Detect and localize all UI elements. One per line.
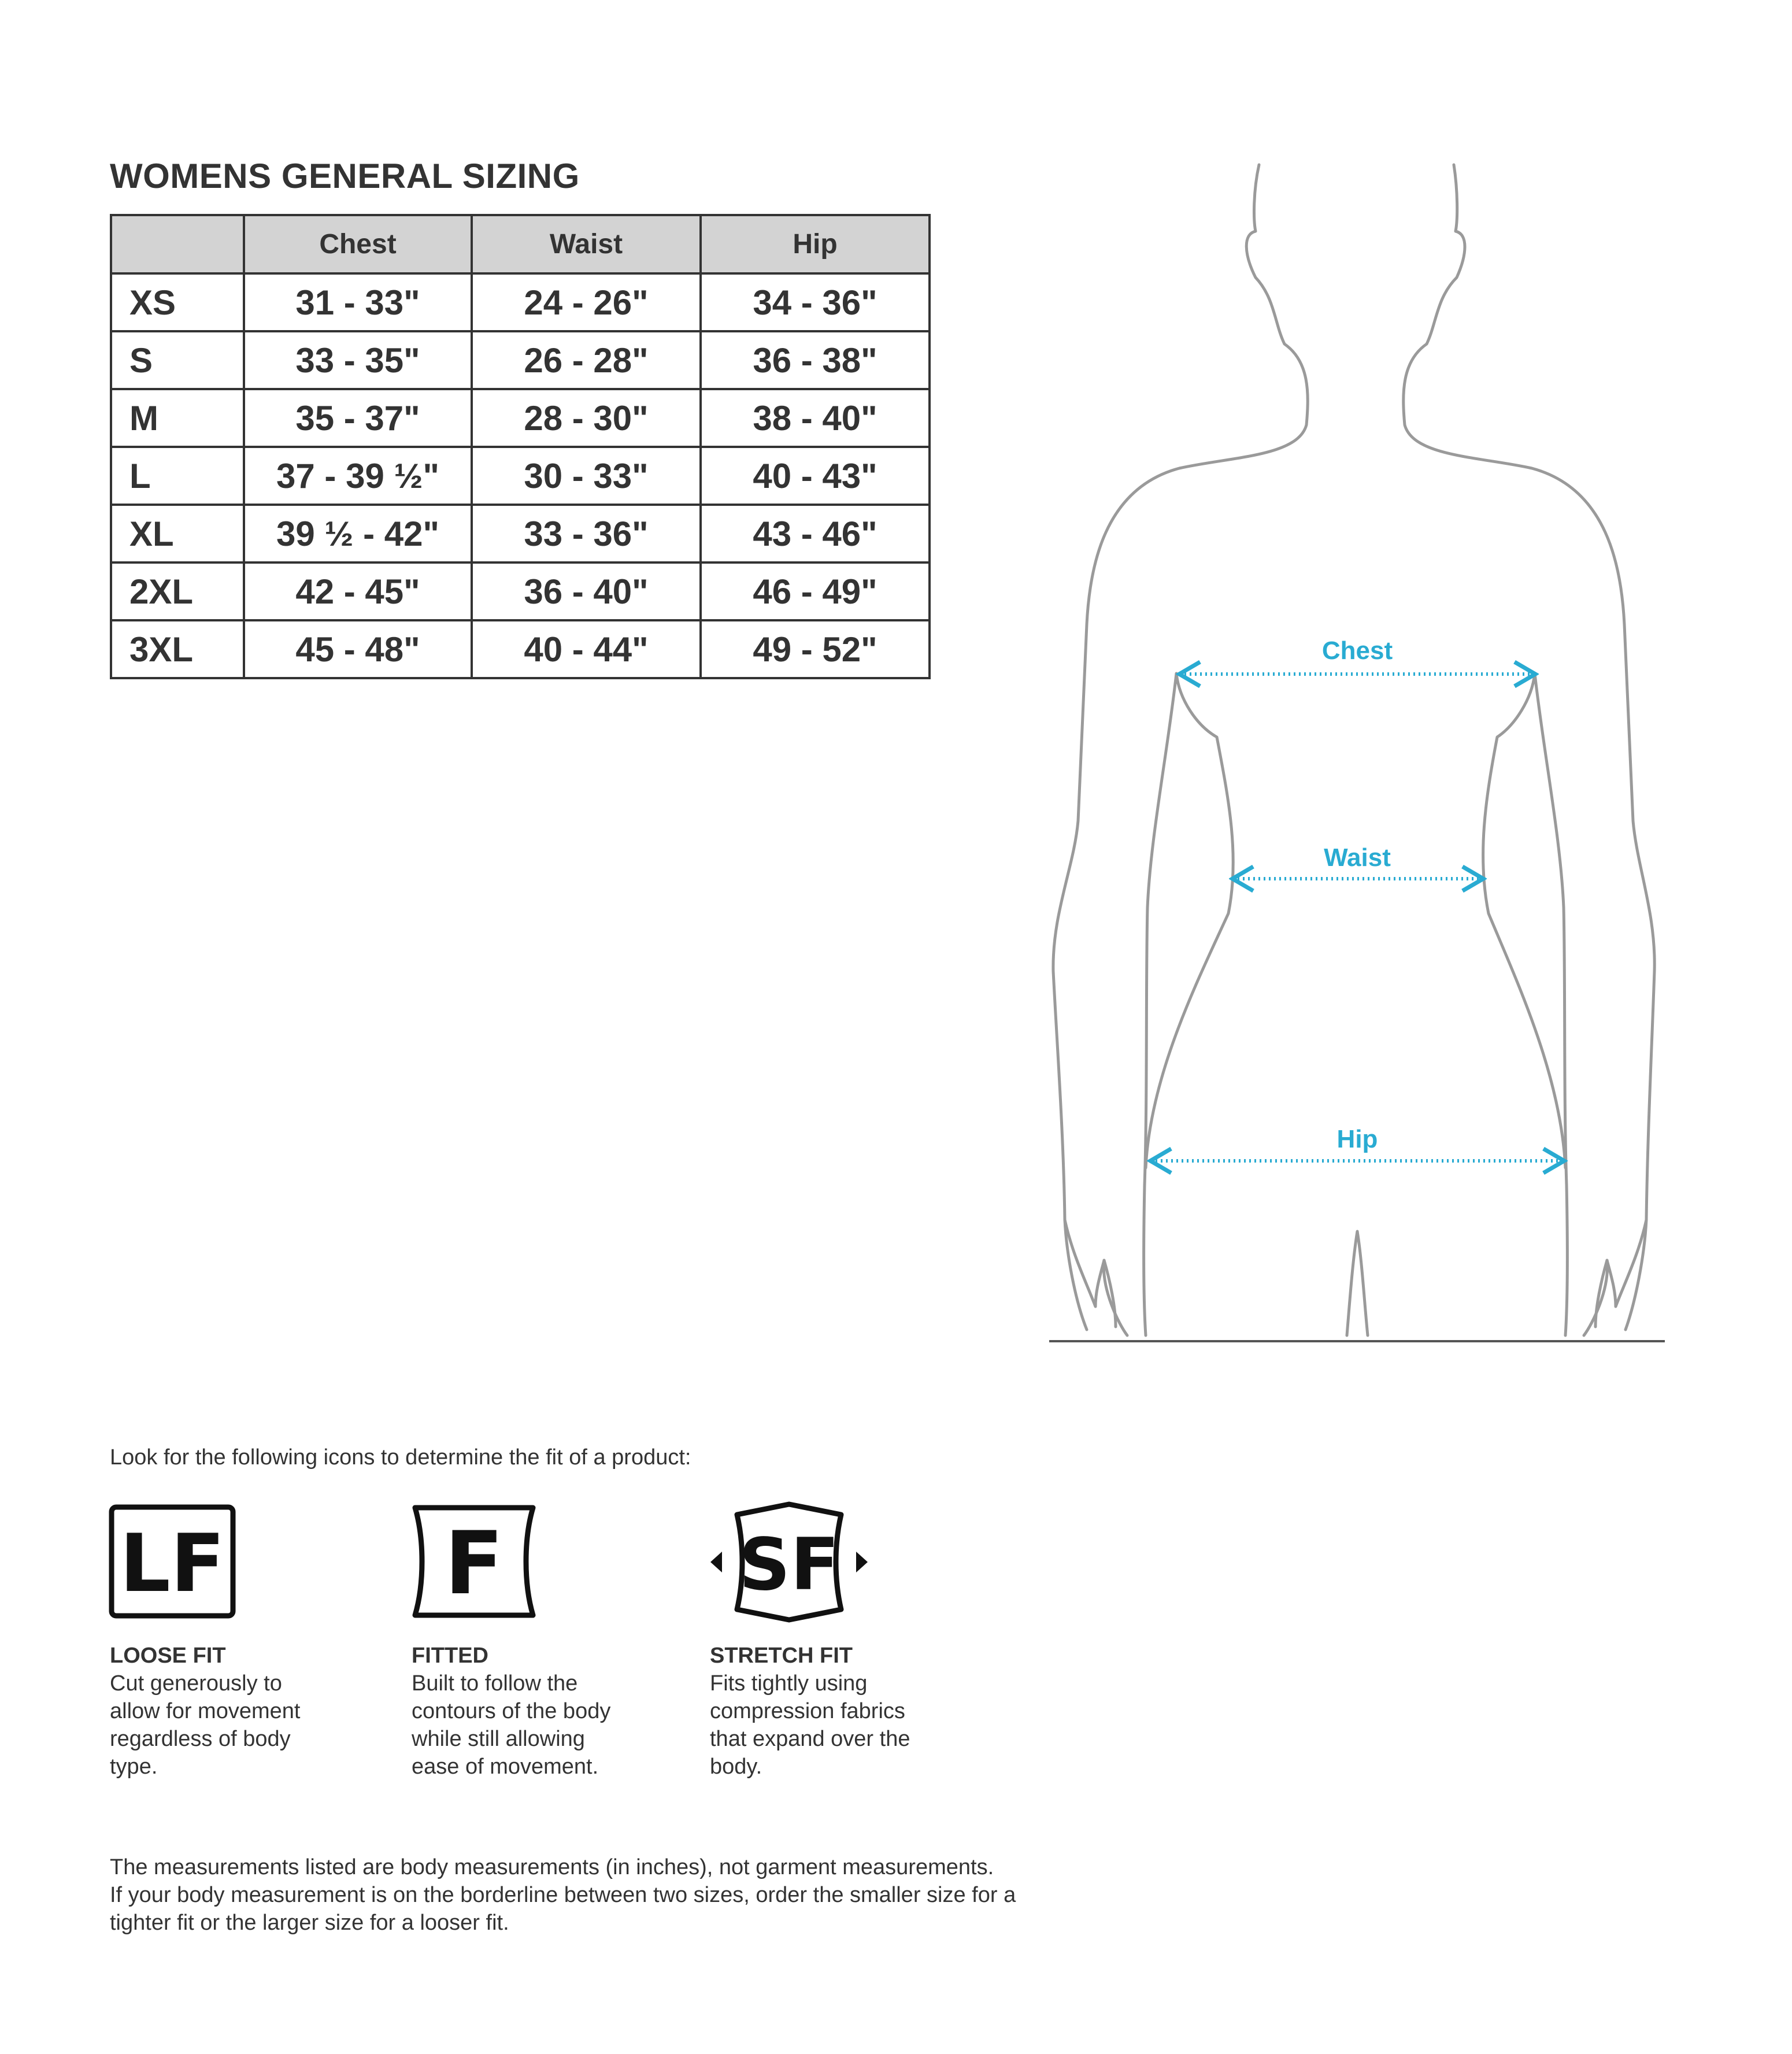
fit-line: allow for movement xyxy=(110,1699,301,1723)
table-row xyxy=(111,389,930,447)
fit-line: regardless of body xyxy=(110,1727,291,1751)
table-row xyxy=(111,505,930,562)
hip-cell: 40 - 43" xyxy=(701,447,930,505)
stretch-fit-badge-text: SF xyxy=(738,1523,840,1607)
header-chest: Chest xyxy=(244,215,472,273)
loose-fit-badge-text: LF xyxy=(119,1517,225,1610)
waist-cell: 40 - 44" xyxy=(472,620,701,678)
size-cell: XL xyxy=(111,505,244,562)
hip-cell: 34 - 36" xyxy=(701,273,930,331)
hip-cell: 36 - 38" xyxy=(701,331,930,389)
size-cell: L xyxy=(111,447,244,505)
sizing-table xyxy=(110,214,931,679)
loose-fit-name: LOOSE FIT xyxy=(110,1644,226,1668)
waist-cell: 24 - 26" xyxy=(472,273,701,331)
header-size xyxy=(111,215,244,273)
waist-cell: 28 - 30" xyxy=(472,389,701,447)
chest-cell: 37 - 39 ½" xyxy=(244,447,472,505)
fitted-icon xyxy=(410,1504,538,1619)
note-line: tighter fit or the larger size for a looser fit. xyxy=(110,1911,509,1935)
chest-cell: 33 - 35" xyxy=(244,331,472,389)
fitted-name: FITTED xyxy=(412,1644,488,1668)
waist-label: Waist xyxy=(1324,843,1391,872)
waist-cell: 33 - 36" xyxy=(472,505,701,562)
note-line: If your body measurement is on the borderline between two sizes, order the smaller size for a xyxy=(110,1883,1016,1907)
table-row xyxy=(111,562,930,620)
chest-cell: 31 - 33" xyxy=(244,273,472,331)
waist-measure xyxy=(1232,843,1483,879)
waist-cell: 30 - 33" xyxy=(472,447,701,505)
table-row xyxy=(111,447,930,505)
chest-cell: 35 - 37" xyxy=(244,389,472,447)
chest-cell: 42 - 45" xyxy=(244,562,472,620)
size-cell: XS xyxy=(111,273,244,331)
header-waist: Waist xyxy=(472,215,701,273)
fit-line: Fits tightly using xyxy=(710,1671,868,1696)
stretch-fit-description xyxy=(710,1642,987,1781)
hip-label: Hip xyxy=(1336,1125,1378,1153)
table-row xyxy=(111,620,930,678)
hip-cell: 38 - 40" xyxy=(701,389,930,447)
chest-measure xyxy=(1179,636,1535,674)
loose-fit-description xyxy=(110,1642,387,1781)
stretch-fit-icon xyxy=(708,1498,870,1626)
fit-line: Cut generously to xyxy=(110,1671,282,1696)
fit-line: compression fabrics xyxy=(710,1699,905,1723)
measurement-note xyxy=(110,1853,1093,1937)
fitted-description xyxy=(412,1642,689,1781)
size-cell: 2XL xyxy=(111,562,244,620)
hip-cell: 49 - 52" xyxy=(701,620,930,678)
waist-cell: 26 - 28" xyxy=(472,331,701,389)
hip-cell: 43 - 46" xyxy=(701,505,930,562)
fit-icons-intro: Look for the following icons to determine the fit of a product: xyxy=(110,1445,691,1470)
chest-cell: 45 - 48" xyxy=(244,620,472,678)
fit-line: type. xyxy=(110,1755,158,1779)
fitted-badge-text: F xyxy=(444,1513,504,1614)
waist-cell: 36 - 40" xyxy=(472,562,701,620)
size-cell: S xyxy=(111,331,244,389)
size-cell: M xyxy=(111,389,244,447)
table-header-row xyxy=(111,215,930,273)
chest-label: Chest xyxy=(1321,636,1393,665)
stretch-fit-name: STRETCH FIT xyxy=(710,1644,853,1668)
page-title: WOMENS GENERAL SIZING xyxy=(110,157,580,195)
table-row xyxy=(111,331,930,389)
hip-measure xyxy=(1150,1125,1564,1161)
table-row xyxy=(111,273,930,331)
fit-line: Built to follow the xyxy=(412,1671,578,1696)
body-measurement-figure xyxy=(1041,156,1682,1359)
fit-line: while still allowing xyxy=(412,1727,585,1751)
chest-cell: 39 ½ - 42" xyxy=(244,505,472,562)
fit-line: that expand over the xyxy=(710,1727,910,1751)
fit-line: body. xyxy=(710,1755,762,1779)
loose-fit-icon xyxy=(109,1504,236,1619)
header-hip: Hip xyxy=(701,215,930,273)
fit-line: contours of the body xyxy=(412,1699,611,1723)
fit-line: ease of movement. xyxy=(412,1755,599,1779)
hip-cell: 46 - 49" xyxy=(701,562,930,620)
size-cell: 3XL xyxy=(111,620,244,678)
note-line: The measurements listed are body measurements (in inches), not garment measurements. xyxy=(110,1855,994,1879)
